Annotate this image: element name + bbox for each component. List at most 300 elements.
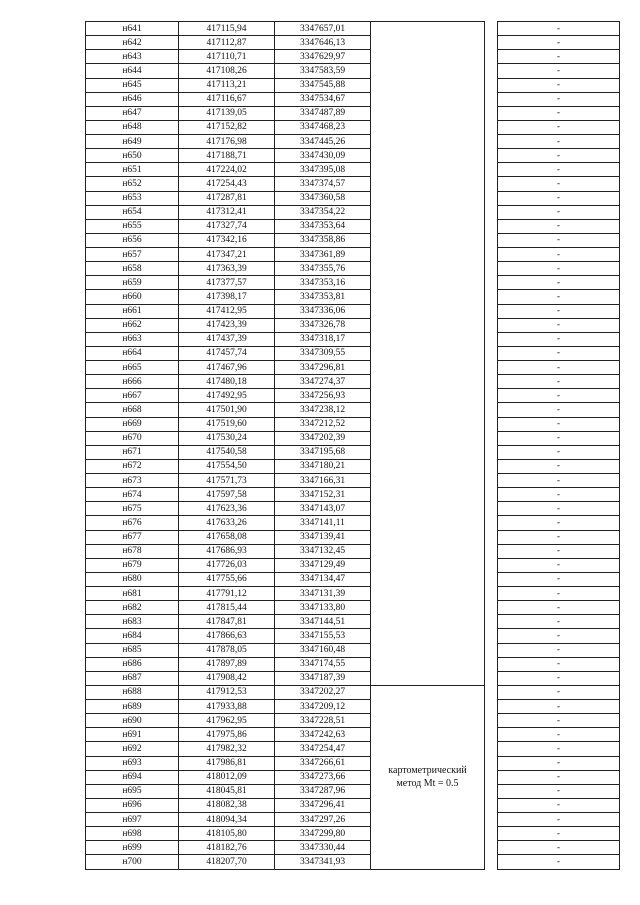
x-coordinate-cell: 417342,16 <box>179 233 275 247</box>
note-cell: - <box>498 813 620 827</box>
x-coordinate-cell: 418182,76 <box>179 841 275 855</box>
y-coordinate-cell: 3347487,89 <box>275 106 371 120</box>
table-row <box>86 813 620 827</box>
table-row <box>86 50 620 64</box>
y-coordinate-cell: 3347545,88 <box>275 78 371 92</box>
table-row <box>86 459 620 473</box>
table-row <box>86 643 620 657</box>
y-coordinate-cell: 3347266,61 <box>275 756 371 770</box>
x-coordinate-cell: 417287,81 <box>179 191 275 205</box>
x-coordinate-cell: 417224,02 <box>179 163 275 177</box>
table-row <box>86 502 620 516</box>
x-coordinate-cell: 417912,53 <box>179 685 275 699</box>
method-cell-upper <box>371 22 485 686</box>
y-coordinate-cell: 3347299,80 <box>275 827 371 841</box>
point-id-cell: н688 <box>86 685 179 699</box>
y-coordinate-cell: 3347657,01 <box>275 22 371 36</box>
x-coordinate-cell: 417457,74 <box>179 346 275 360</box>
table-row <box>86 262 620 276</box>
x-coordinate-cell: 417437,39 <box>179 332 275 346</box>
y-coordinate-cell: 3347296,81 <box>275 361 371 375</box>
note-cell: - <box>498 403 620 417</box>
y-coordinate-cell: 3347534,67 <box>275 92 371 106</box>
point-id-cell: н693 <box>86 756 179 770</box>
table-row <box>86 120 620 134</box>
note-cell: - <box>498 544 620 558</box>
y-coordinate-cell: 3347353,64 <box>275 219 371 233</box>
x-coordinate-cell: 417152,82 <box>179 120 275 134</box>
table-row <box>86 728 620 742</box>
point-id-cell: н687 <box>86 671 179 685</box>
note-cell: - <box>498 304 620 318</box>
point-id-cell: н684 <box>86 629 179 643</box>
point-id-cell: н671 <box>86 445 179 459</box>
x-coordinate-cell: 417492,95 <box>179 389 275 403</box>
table-row <box>86 304 620 318</box>
note-cell: - <box>498 92 620 106</box>
table-row <box>86 318 620 332</box>
x-coordinate-cell: 417188,71 <box>179 149 275 163</box>
point-id-cell: н697 <box>86 813 179 827</box>
y-coordinate-cell: 3347583,59 <box>275 64 371 78</box>
y-coordinate-cell: 3347430,09 <box>275 149 371 163</box>
point-id-cell: н652 <box>86 177 179 191</box>
note-cell: - <box>498 558 620 572</box>
point-id-cell: н642 <box>86 36 179 50</box>
note-cell: - <box>498 417 620 431</box>
note-cell: - <box>498 572 620 586</box>
point-id-cell: н683 <box>86 615 179 629</box>
x-coordinate-cell: 417501,90 <box>179 403 275 417</box>
note-cell: - <box>498 332 620 346</box>
table-row <box>86 742 620 756</box>
table-row <box>86 685 620 699</box>
x-coordinate-cell: 417866,63 <box>179 629 275 643</box>
y-coordinate-cell: 3347336,06 <box>275 304 371 318</box>
note-cell: - <box>498 615 620 629</box>
point-id-cell: н651 <box>86 163 179 177</box>
y-coordinate-cell: 3347646,13 <box>275 36 371 50</box>
point-id-cell: н680 <box>86 572 179 586</box>
y-coordinate-cell: 3347445,26 <box>275 135 371 149</box>
y-coordinate-cell: 3347395,08 <box>275 163 371 177</box>
note-cell: - <box>498 219 620 233</box>
y-coordinate-cell: 3347174,55 <box>275 657 371 671</box>
point-id-cell: н677 <box>86 530 179 544</box>
y-coordinate-cell: 3347131,39 <box>275 587 371 601</box>
coordinates-table-body <box>86 22 620 870</box>
point-id-cell: н699 <box>86 841 179 855</box>
y-coordinate-cell: 3347152,31 <box>275 488 371 502</box>
x-coordinate-cell: 417480,18 <box>179 375 275 389</box>
x-coordinate-cell: 417139,05 <box>179 106 275 120</box>
table-row <box>86 36 620 50</box>
note-cell: - <box>498 36 620 50</box>
note-cell: - <box>498 361 620 375</box>
y-coordinate-cell: 3347180,21 <box>275 459 371 473</box>
table-row <box>86 474 620 488</box>
table-row <box>86 106 620 120</box>
note-cell: - <box>498 629 620 643</box>
table-row <box>86 248 620 262</box>
table-row <box>86 135 620 149</box>
point-id-cell: н647 <box>86 106 179 120</box>
y-coordinate-cell: 3347297,26 <box>275 813 371 827</box>
note-cell: - <box>498 798 620 812</box>
note-cell: - <box>498 50 620 64</box>
note-cell: - <box>498 827 620 841</box>
point-id-cell: н659 <box>86 276 179 290</box>
y-coordinate-cell: 3347256,93 <box>275 389 371 403</box>
note-cell: - <box>498 64 620 78</box>
table-row <box>86 488 620 502</box>
x-coordinate-cell: 417423,39 <box>179 318 275 332</box>
point-id-cell: н681 <box>86 587 179 601</box>
y-coordinate-cell: 3347354,22 <box>275 205 371 219</box>
y-coordinate-cell: 3347160,48 <box>275 643 371 657</box>
y-coordinate-cell: 3347353,16 <box>275 276 371 290</box>
x-coordinate-cell: 417633,26 <box>179 516 275 530</box>
coordinates-table <box>85 21 620 870</box>
note-cell: - <box>498 78 620 92</box>
table-row <box>86 657 620 671</box>
note-cell: - <box>498 643 620 657</box>
y-coordinate-cell: 3347134,47 <box>275 572 371 586</box>
note-cell: - <box>498 601 620 615</box>
note-cell: - <box>498 459 620 473</box>
x-coordinate-cell: 417110,71 <box>179 50 275 64</box>
y-coordinate-cell: 3347326,78 <box>275 318 371 332</box>
note-cell: - <box>498 233 620 247</box>
y-coordinate-cell: 3347195,68 <box>275 445 371 459</box>
x-coordinate-cell: 417597,58 <box>179 488 275 502</box>
x-coordinate-cell: 417377,57 <box>179 276 275 290</box>
point-id-cell: н685 <box>86 643 179 657</box>
y-coordinate-cell: 3347242,63 <box>275 728 371 742</box>
y-coordinate-cell: 3347139,41 <box>275 530 371 544</box>
x-coordinate-cell: 417726,03 <box>179 558 275 572</box>
x-coordinate-cell: 417897,89 <box>179 657 275 671</box>
table-row <box>86 233 620 247</box>
y-coordinate-cell: 3347202,39 <box>275 431 371 445</box>
point-id-cell: н692 <box>86 742 179 756</box>
table-row <box>86 403 620 417</box>
table-row <box>86 601 620 615</box>
point-id-cell: н675 <box>86 502 179 516</box>
table-row <box>86 191 620 205</box>
note-cell: - <box>498 784 620 798</box>
note-cell: - <box>498 728 620 742</box>
note-cell: - <box>498 262 620 276</box>
table-row <box>86 615 620 629</box>
table-row <box>86 64 620 78</box>
point-id-cell: н664 <box>86 346 179 360</box>
y-coordinate-cell: 3347355,76 <box>275 262 371 276</box>
method-cell-lower: картометрический метод Mt = 0.5 <box>371 685 485 869</box>
table-row <box>86 276 620 290</box>
x-coordinate-cell: 417986,81 <box>179 756 275 770</box>
x-coordinate-cell: 417623,36 <box>179 502 275 516</box>
point-id-cell: н673 <box>86 474 179 488</box>
y-coordinate-cell: 3347129,49 <box>275 558 371 572</box>
point-id-cell: н645 <box>86 78 179 92</box>
x-coordinate-cell: 417398,17 <box>179 290 275 304</box>
table-row <box>86 177 620 191</box>
table-row <box>86 375 620 389</box>
x-coordinate-cell: 417962,95 <box>179 714 275 728</box>
point-id-cell: н696 <box>86 798 179 812</box>
table-row <box>86 163 620 177</box>
note-cell: - <box>498 841 620 855</box>
point-id-cell: н672 <box>86 459 179 473</box>
y-coordinate-cell: 3347353,81 <box>275 290 371 304</box>
table-row <box>86 714 620 728</box>
point-id-cell: н654 <box>86 205 179 219</box>
y-coordinate-cell: 3347144,51 <box>275 615 371 629</box>
x-coordinate-cell: 417412,95 <box>179 304 275 318</box>
y-coordinate-cell: 3347212,52 <box>275 417 371 431</box>
x-coordinate-cell: 417878,05 <box>179 643 275 657</box>
y-coordinate-cell: 3347629,97 <box>275 50 371 64</box>
note-cell: - <box>498 149 620 163</box>
point-id-cell: н661 <box>86 304 179 318</box>
point-id-cell: н676 <box>86 516 179 530</box>
note-cell: - <box>498 431 620 445</box>
point-id-cell: н700 <box>86 855 179 869</box>
x-coordinate-cell: 417312,41 <box>179 205 275 219</box>
table-row <box>86 445 620 459</box>
table-row <box>86 92 620 106</box>
y-coordinate-cell: 3347360,58 <box>275 191 371 205</box>
point-id-cell: н695 <box>86 784 179 798</box>
x-coordinate-cell: 417540,58 <box>179 445 275 459</box>
point-id-cell: н644 <box>86 64 179 78</box>
x-coordinate-cell: 417363,39 <box>179 262 275 276</box>
table-row <box>86 827 620 841</box>
table-row <box>86 587 620 601</box>
note-cell: - <box>498 318 620 332</box>
x-coordinate-cell: 417755,66 <box>179 572 275 586</box>
point-id-cell: н646 <box>86 92 179 106</box>
x-coordinate-cell: 417815,44 <box>179 601 275 615</box>
point-id-cell: н657 <box>86 248 179 262</box>
note-cell: - <box>498 671 620 685</box>
note-cell: - <box>498 516 620 530</box>
point-id-cell: н670 <box>86 431 179 445</box>
table-row <box>86 22 620 36</box>
point-id-cell: н648 <box>86 120 179 134</box>
point-id-cell: н663 <box>86 332 179 346</box>
y-coordinate-cell: 3347318,17 <box>275 332 371 346</box>
x-coordinate-cell: 417519,60 <box>179 417 275 431</box>
table-row <box>86 149 620 163</box>
table-row <box>86 798 620 812</box>
note-cell: - <box>498 587 620 601</box>
note-cell: - <box>498 163 620 177</box>
x-coordinate-cell: 417115,94 <box>179 22 275 36</box>
note-cell: - <box>498 106 620 120</box>
note-cell: - <box>498 756 620 770</box>
y-coordinate-cell: 3347141,11 <box>275 516 371 530</box>
table-row <box>86 855 620 869</box>
point-id-cell: н662 <box>86 318 179 332</box>
point-id-cell: н668 <box>86 403 179 417</box>
y-coordinate-cell: 3347468,23 <box>275 120 371 134</box>
point-id-cell: н655 <box>86 219 179 233</box>
y-coordinate-cell: 3347143,07 <box>275 502 371 516</box>
note-cell: - <box>498 248 620 262</box>
note-cell: - <box>498 120 620 134</box>
note-cell: - <box>498 770 620 784</box>
x-coordinate-cell: 417982,32 <box>179 742 275 756</box>
point-id-cell: н690 <box>86 714 179 728</box>
x-coordinate-cell: 417554,50 <box>179 459 275 473</box>
table-row <box>86 346 620 360</box>
table-row <box>86 756 620 770</box>
x-coordinate-cell: 417530,24 <box>179 431 275 445</box>
y-coordinate-cell: 3347132,45 <box>275 544 371 558</box>
note-cell: - <box>498 177 620 191</box>
table-row <box>86 770 620 784</box>
point-id-cell: н678 <box>86 544 179 558</box>
note-cell: - <box>498 389 620 403</box>
table-row <box>86 558 620 572</box>
table-row <box>86 389 620 403</box>
point-id-cell: н641 <box>86 22 179 36</box>
x-coordinate-cell: 417327,74 <box>179 219 275 233</box>
table-row <box>86 572 620 586</box>
x-coordinate-cell: 417686,93 <box>179 544 275 558</box>
y-coordinate-cell: 3347254,47 <box>275 742 371 756</box>
point-id-cell: н669 <box>86 417 179 431</box>
point-id-cell: н643 <box>86 50 179 64</box>
x-coordinate-cell: 417112,87 <box>179 36 275 50</box>
x-coordinate-cell: 417176,98 <box>179 135 275 149</box>
x-coordinate-cell: 417847,81 <box>179 615 275 629</box>
note-cell: - <box>498 276 620 290</box>
table-row <box>86 671 620 685</box>
table-row <box>86 219 620 233</box>
note-cell: - <box>498 700 620 714</box>
point-id-cell: н660 <box>86 290 179 304</box>
table-row <box>86 431 620 445</box>
note-cell: - <box>498 657 620 671</box>
y-coordinate-cell: 3347296,41 <box>275 798 371 812</box>
note-cell: - <box>498 488 620 502</box>
y-coordinate-cell: 3347202,27 <box>275 685 371 699</box>
note-cell: - <box>498 205 620 219</box>
note-cell: - <box>498 502 620 516</box>
y-coordinate-cell: 3347361,89 <box>275 248 371 262</box>
y-coordinate-cell: 3347209,12 <box>275 700 371 714</box>
y-coordinate-cell: 3347274,37 <box>275 375 371 389</box>
note-cell: - <box>498 530 620 544</box>
y-coordinate-cell: 3347155,53 <box>275 629 371 643</box>
point-id-cell: н679 <box>86 558 179 572</box>
table-row <box>86 417 620 431</box>
note-cell: - <box>498 855 620 869</box>
x-coordinate-cell: 417467,96 <box>179 361 275 375</box>
y-coordinate-cell: 3347228,51 <box>275 714 371 728</box>
note-cell: - <box>498 22 620 36</box>
x-coordinate-cell: 417347,21 <box>179 248 275 262</box>
y-coordinate-cell: 3347273,66 <box>275 770 371 784</box>
y-coordinate-cell: 3347374,57 <box>275 177 371 191</box>
table-row <box>86 530 620 544</box>
y-coordinate-cell: 3347309,55 <box>275 346 371 360</box>
y-coordinate-cell: 3347287,96 <box>275 784 371 798</box>
point-id-cell: н689 <box>86 700 179 714</box>
table-row <box>86 205 620 219</box>
note-cell: - <box>498 191 620 205</box>
y-coordinate-cell: 3347341,93 <box>275 855 371 869</box>
table-row <box>86 78 620 92</box>
point-id-cell: н665 <box>86 361 179 375</box>
table-row <box>86 841 620 855</box>
y-coordinate-cell: 3347330,44 <box>275 841 371 855</box>
table-row <box>86 332 620 346</box>
x-coordinate-cell: 418094,34 <box>179 813 275 827</box>
point-id-cell: н667 <box>86 389 179 403</box>
note-cell: - <box>498 742 620 756</box>
note-cell: - <box>498 714 620 728</box>
point-id-cell: н682 <box>86 601 179 615</box>
point-id-cell: н691 <box>86 728 179 742</box>
x-coordinate-cell: 417658,08 <box>179 530 275 544</box>
y-coordinate-cell: 3347133,80 <box>275 601 371 615</box>
y-coordinate-cell: 3347238,12 <box>275 403 371 417</box>
y-coordinate-cell: 3347358,86 <box>275 233 371 247</box>
table-row <box>86 784 620 798</box>
table-row <box>86 629 620 643</box>
x-coordinate-cell: 417975,86 <box>179 728 275 742</box>
note-cell: - <box>498 445 620 459</box>
note-cell: - <box>498 685 620 699</box>
spacer-column <box>485 22 498 870</box>
table-row <box>86 700 620 714</box>
point-id-cell: н656 <box>86 233 179 247</box>
x-coordinate-cell: 417933,88 <box>179 700 275 714</box>
point-id-cell: н674 <box>86 488 179 502</box>
table-row <box>86 516 620 530</box>
note-cell: - <box>498 290 620 304</box>
x-coordinate-cell: 417571,73 <box>179 474 275 488</box>
table-row <box>86 544 620 558</box>
point-id-cell: н666 <box>86 375 179 389</box>
point-id-cell: н650 <box>86 149 179 163</box>
y-coordinate-cell: 3347187,39 <box>275 671 371 685</box>
x-coordinate-cell: 418045,81 <box>179 784 275 798</box>
table-row <box>86 290 620 304</box>
x-coordinate-cell: 417254,43 <box>179 177 275 191</box>
point-id-cell: н658 <box>86 262 179 276</box>
point-id-cell: н649 <box>86 135 179 149</box>
point-id-cell: н698 <box>86 827 179 841</box>
x-coordinate-cell: 418012,09 <box>179 770 275 784</box>
x-coordinate-cell: 417108,26 <box>179 64 275 78</box>
point-id-cell: н686 <box>86 657 179 671</box>
point-id-cell: н694 <box>86 770 179 784</box>
point-id-cell: н653 <box>86 191 179 205</box>
x-coordinate-cell: 417116,67 <box>179 92 275 106</box>
x-coordinate-cell: 417908,42 <box>179 671 275 685</box>
x-coordinate-cell: 418082,38 <box>179 798 275 812</box>
note-cell: - <box>498 346 620 360</box>
x-coordinate-cell: 417791,12 <box>179 587 275 601</box>
note-cell: - <box>498 474 620 488</box>
x-coordinate-cell: 418105,80 <box>179 827 275 841</box>
note-cell: - <box>498 135 620 149</box>
